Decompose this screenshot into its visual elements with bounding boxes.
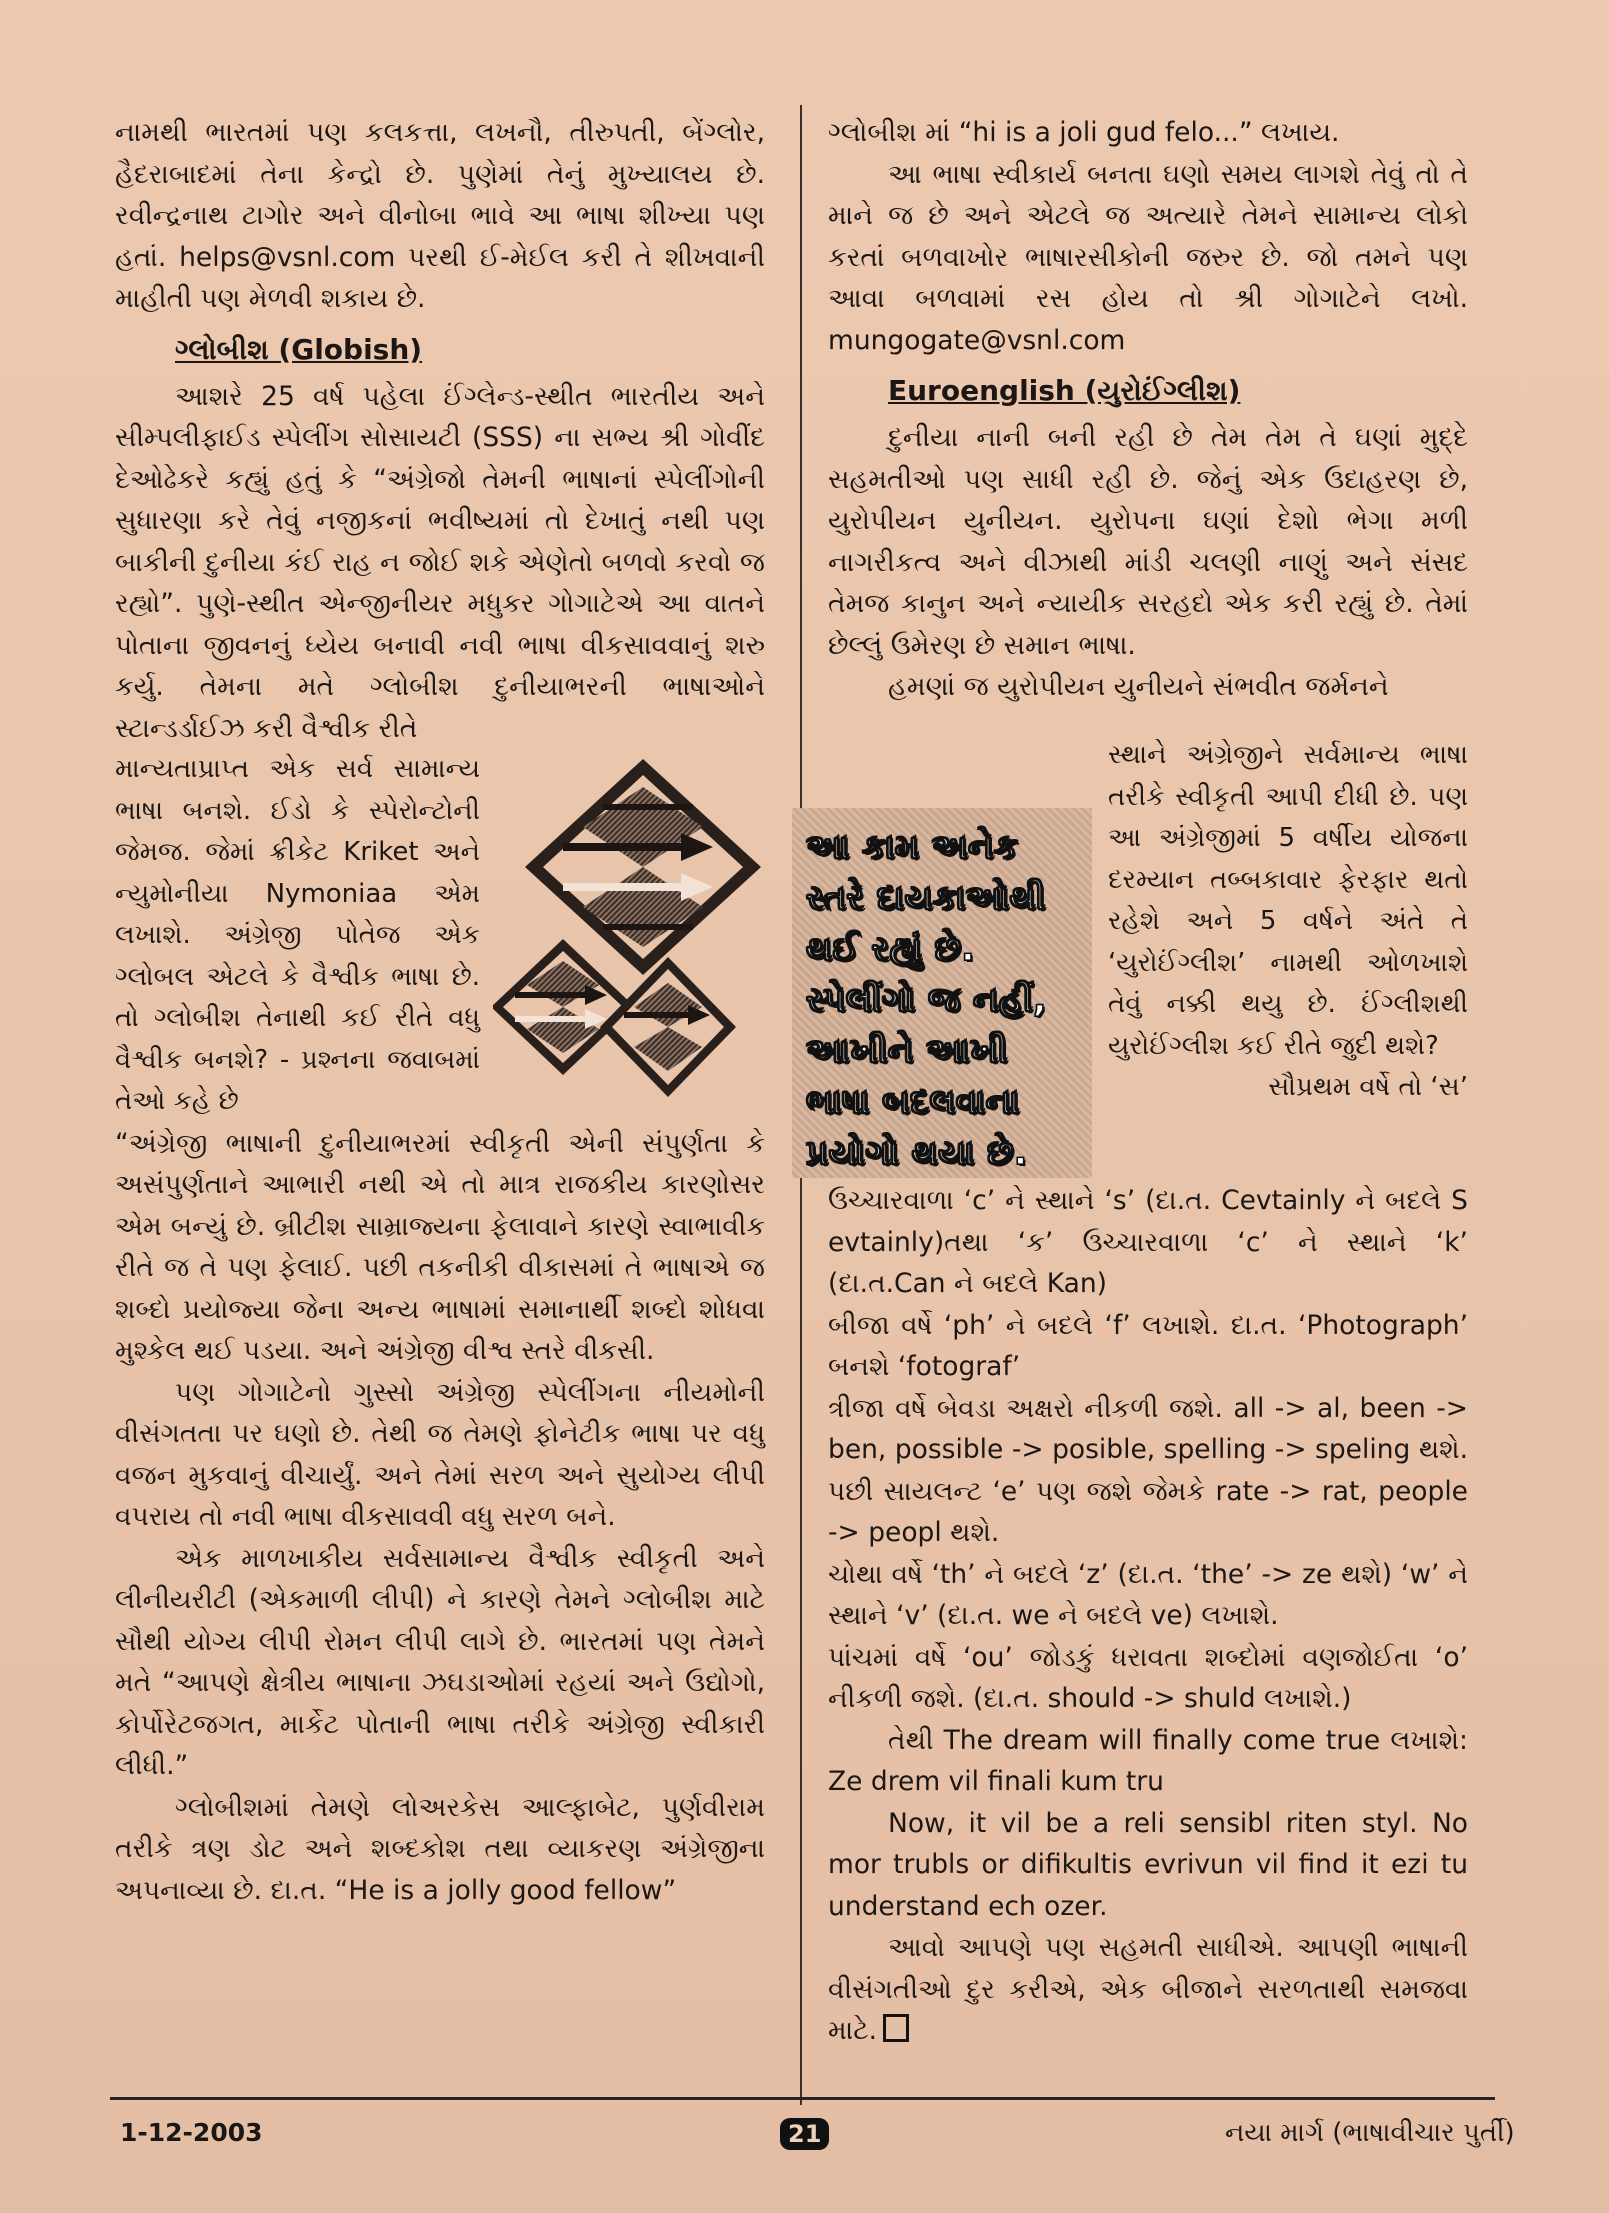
right-paragraph-7: ત્રીજા વર્ષે બેવડા અક્ષરો નીકળી જશે. all -> al, been -> ben, possible -> posible, spelling -> speling થશે. પછી સાયલન્ટ ‘e’ પણ જશે જેમકે rate -> rat, people -> peopl થશે. xyxy=(828,1392,1468,1548)
callout-side-text xyxy=(1108,735,1468,1109)
wrapped-text-block xyxy=(115,749,480,1123)
right-paragraph-6: બીજા વર્ષે ‘ph’ ને બદલે ‘f’ લખાશે. દા.ત. ‘Photograph’ બનશે ‘fotograf’ xyxy=(828,1309,1468,1382)
right-paragraph-9: પાંચમાં વર્ષે ‘ou’ જોડકું ધરાવતા શબ્દોમાં વણજોઈતા ‘o’ નીકળી જશે. (દા.ત. should -> shuld લખાશે.) xyxy=(828,1641,1468,1714)
issue-date: 1-12-2003 xyxy=(120,2118,263,2147)
right-paragraph-5: ઉચ્ચારવાળા ‘c’ ને સ્થાને ‘s’ (દા.ત. Cevtainly ને બદલે S evtainly)તથા ‘ક’ ઉચ્ચારવાળા ‘c’ ને સ્થાને ‘k’ (દા.ત.Can ને બદલે Kan) xyxy=(828,1185,1468,1299)
left-column xyxy=(115,112,765,1911)
page-number: 21 xyxy=(780,2118,829,2150)
arrow-diamond-motif-icon xyxy=(493,757,765,1102)
callout-line: આ કામ અનેક xyxy=(806,827,1019,867)
right-paragraph-4b: સ્થાને અંગ્રેજીને સર્વમાન્ય ભાષા તરીકે સ્વીકૃતી આપી દીધી છે. પણ આ અંગ્રેજીમાં 5 વર્ષીય યોજના દરમ્યાન તબ્બકાવાર ફેરફાર થતો રહેશે અને 5 વર્ષને અંતે તે ‘યુરોઈંગ્લીશ’ નામથી ઓળખાશે તેવું નક્કી થયુ છે. ઈંગ્લીશથી યુરોઈંગ્લીશ કઈ રીતે જુદી થશે? xyxy=(1108,740,1468,1061)
right-paragraph-1: ગ્લોબીશ માં “hi is a joli gud felo...” લખાય. xyxy=(828,117,1340,148)
right-paragraph-12 xyxy=(828,1927,1468,2052)
right-column-lower xyxy=(828,1180,1468,2052)
footer-rule xyxy=(110,2097,1495,2100)
pull-quote-callout xyxy=(792,808,1092,1178)
right-paragraph-2: આ ભાષા સ્વીકાર્ય બનતા ઘણો સમય લાગશે તેવું તો તે માને જ છે અને એટલે જ અત્યારે તેમને સામાન્ય લોકો કરતાં બળવાખોર ભાષારસીકોની જરુર છે. જો તમને પણ આવા બળવામાં રસ હોય તો શ્રી ગોગાટેને લખો. mungogate@vsnl.com xyxy=(828,158,1468,356)
left-paragraph-4: પણ ગોગાટેનો ગુસ્સો અંગ્રેજી સ્પેલીંગના નીયમોની વીસંગતતા પર ઘણો છે. તેથી જ તેમણે ફોનેટીક ભાષા પર વધુ વજન મુકવાનું વીચાર્યું. અને તેમાં સરળ અને સુયોગ્ય લીપી વપરાય તો નવી ભાષા વીકસાવવી વધુ સરળ બને. xyxy=(115,1376,765,1532)
publication-name: નયા માર્ગ (ભાષાવીચાર પુર્તી) xyxy=(1225,2118,1515,2148)
right-paragraph-10: તેથી The dream will finally come true લખાશે: Ze drem vil finali kum tru xyxy=(828,1724,1468,1797)
right-paragraph-8: ચોથા વર્ષે ‘th’ ને બદલે ‘z’ (દા.ત. ‘the’ -> ze થશે) ‘w’ ને સ્થાને ‘v’ (દા.ત. we ને બદલે ve) લખાશે. xyxy=(828,1558,1468,1631)
right-paragraph-11: Now, it vil be a reli sensibl riten styl. No mor trubls or difikultis evrivun vil find it ezi tu understand ech ozer. xyxy=(828,1807,1468,1922)
right-paragraph-4: હમણાં જ યુરોપીયન યુનીયને સંભવીત જર્મનને xyxy=(888,671,1389,702)
left-paragraph-3: “અંગ્રેજી ભાષાની દુનીયાભરમાં સ્વીકૃતી એની સંપુર્ણતા કે અસંપુર્ણતાને આભારી નથી એ તો માત્ર રાજકીય કારણોસર એમ બન્યું છે. બ્રીટીશ સામ્રાજ્યના ફેલાવાને કારણે સ્વાભાવીક રીતે જ તે પણ ફેલાઈ. પછી તકનીકી વીકાસમાં તે ભાષાએ જ શબ્દો પ્રયોજ્યા જેના અન્ય ભાષામાં સમાનાર્થી શબ્દો શોધવા મુશ્કેલ થઈ પડયા. અને અંગ્રેજી વીશ્વ સ્તરે વીકસી. xyxy=(115,1127,765,1366)
euroenglish-heading: Euroenglish (યુરોઈંગ્લીશ) xyxy=(888,374,1241,407)
left-paragraph-2: આશરે 25 વર્ષ પહેલા ઈંગ્લેન્ડ-સ્થીત ભારતીય અને સીમ્પલીફાઈડ સ્પેલીંગ સોસાયટી (SSS) ના સભ્ય શ્રી ગોવીંદ દેઓઢેકરે કહ્યું હતું કે “અંગ્રેજો તેમની ભાષાનાં સ્પેલીંગોની સુધારણા કરે તેવું નજીકનાં ભવીષ્યમાં તો દેખાતું નથી પણ બાકીની દુનીયા કંઈ રાહ ન જોઈ શકે એણેતો બળવો કરવો જ રહ્યો”. પુણે-સ્થીત એન્જીનીયર મધુકર ગોગાટેએ આ વાતને પોતાના જીવનનું ધ્યેય બનાવી નવી ભાષા વીકસાવવાનું શરુ કર્યુ. તેમના મતે ગ્લોબીશ દુનીયાભરની ભાષાઓને સ્ટાન્ડર્ડાઈઝ કરી વૈશ્વીક રીતે xyxy=(115,380,765,744)
callout-line: ભાષા બદલવાના xyxy=(806,1082,1020,1122)
end-of-article-box-icon xyxy=(883,2014,909,2042)
callout-line: થઈ રહ્યું છે. xyxy=(806,929,975,969)
left-paragraph-1: નામથી ભારતમાં પણ કલકત્તા, લખનૌ, તીરુપતી, બેંગ્લોર, હૈદરાબાદમાં તેના કેન્દ્રો છે. પુણેમાં તેનું મુખ્યાલય છે. રવીન્દ્રનાથ ટાગોર અને વીનોબા ભાવે આ ભાષા શીખ્યા પણ હતાં. helps@vsnl.com પરથી ઈ-મેઈલ કરી તે શીખવાની માહીતી પણ મેળવી શકાય છે. xyxy=(115,117,765,314)
closing-text: આવો આપણે પણ સહમતી સાધીએ. આપણી ભાષાની વીસંગતીઓ દુર કરીએ, એક બીજાને સરળતાથી સમજવા માટે. xyxy=(828,1932,1468,2046)
right-paragraph-3: દુનીયા નાની બની રહી છે તેમ તેમ તે ઘણાં મુદ્દે સહમતીઓ પણ સાધી રહી છે. જેનું એક ઉદાહરણ છે, યુરોપીયન યુનીયન. યુરોપના ઘણાં દેશો ભેગા મળી નાગરીકત્વ અને વીઝાથી માંડી ચલણી નાણું અને સંસદ તેમજ કાનુન અને ન્યાયીક સરહદો એક કરી રહ્યું છે. તેમાં છેલ્લું ઉમેરણ છે સમાન ભાષા. xyxy=(828,422,1468,661)
callout-line: સ્પેલીંગો જ નહીં, xyxy=(806,980,1047,1020)
callout-line: સ્તરે દાયકાઓથી xyxy=(806,878,1046,918)
left-paragraph-6: ગ્લોબીશમાં તેમણે લોઅરકેસ આલ્ફાબેટ, પુર્ણવીરામ તરીકે ત્રણ ડોટ અને શબ્દકોશ તથા વ્યાકરણ અંગ્રેજીના અપનાવ્યા છે. દા.ત. “He is a jolly good fellow” xyxy=(115,1791,765,1906)
callout-line: આખીને આખી xyxy=(806,1031,1009,1071)
text-graphic-row xyxy=(115,749,765,1123)
globish-heading: ગ્લોબીશ (Globish) xyxy=(175,332,423,366)
callout-line: પ્રયોગો થયા છે. xyxy=(806,1133,1028,1173)
right-column xyxy=(828,112,1468,708)
left-paragraph-5: એક માળખાકીય સર્વસામાન્ય વૈશ્વીક સ્વીકૃતી અને લીનીયરીટી (એકમાળી લીપી) ને કારણે તેમને ગ્લોબીશ માટે સૌથી યોગ્ય લીપી રોમન લીપી લાગે છે. ભારતમાં પણ તેમને મતે “આપણે ક્ષેત્રીય ભાષાના ઝઘડાઓમાં રહયાં અને ઉદ્યોગો, કોર્પોરેટજગત, માર્કેટ પોતાની ભાષા તરીકે અંગ્રેજી સ્વીકારી લીધી.” xyxy=(115,1542,765,1781)
right-paragraph-4c: સૌપ્રથમ વર્ષે તો ‘સ’ xyxy=(1268,1072,1468,1102)
left-paragraph-2b: માન્યતાપ્રાપ્ત એક સર્વ સામાન્ય ભાષા બનશે. ઈડો કે સ્પેરોન્ટોની જેમજ. જેમાં ક્રીકેટ Kriket અને ન્યુમોનીયા Nymoniaa એમ લખાશે. અંગ્રેજી પોતેજ એક ગ્લોબલ એટલે કે વૈશ્વીક ભાષા છે. તો ગ્લોબીશ તેનાથી કઈ રીતે વધુ વૈશ્વીક બનશે? - પ્રશ્નના જવાબમાં તેઓ કહે છે xyxy=(115,754,480,1116)
